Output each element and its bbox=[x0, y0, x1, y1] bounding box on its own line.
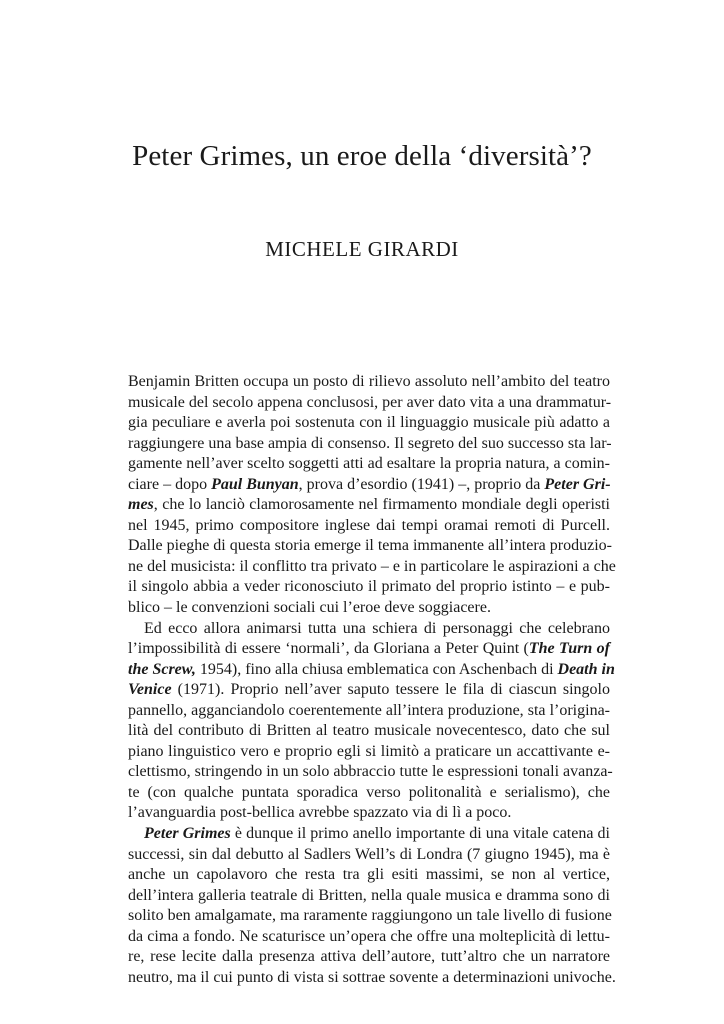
author-name: MICHELE GIRARDI bbox=[265, 237, 459, 261]
text-segment: Benjamin Britten occupa un posto di rilievo assoluto nell’ambito del teatro bbox=[128, 373, 610, 390]
text-line bbox=[128, 557, 616, 578]
text-line bbox=[128, 968, 616, 989]
text-line bbox=[128, 495, 610, 516]
text-segment: successi, sin dal debutto al Sadlers Well’s di Londra (7 giugno 1945), ma è bbox=[128, 845, 610, 863]
text-line bbox=[128, 803, 610, 824]
text-line bbox=[128, 454, 610, 475]
text-segment: ne del musicista: il conflitto tra privato – e in particolare le aspirazioni a che bbox=[128, 557, 616, 575]
text-segment: gia peculiare e averla poi sostenuta con il linguaggio musicale più adatto a bbox=[128, 414, 610, 432]
text-line bbox=[128, 619, 610, 640]
text-segment: il singolo abbia a veder riconosciuto il primato del proprio istinto – e pub- bbox=[128, 578, 610, 596]
text-segment: da cima a fondo. Ne scaturisce un’opera che offre una molteplicità di lettu- bbox=[128, 927, 610, 945]
text-line bbox=[128, 680, 610, 701]
text-line bbox=[128, 660, 615, 681]
text-line bbox=[128, 721, 610, 742]
text-segment: musicale del secolo appena conclusosi, per aver dato vita a una drammatur- bbox=[128, 393, 612, 411]
text-line bbox=[128, 886, 610, 907]
text-segment: pannello, agganciandolo coerentemente all’intera produzione, sta l’origina- bbox=[128, 701, 610, 719]
text-line bbox=[128, 577, 610, 598]
text-line bbox=[128, 783, 610, 804]
text-segment: re, rese lecite dalla presenza attiva dell’autore, tutt’altro che un narratore bbox=[128, 948, 610, 966]
text-line bbox=[128, 865, 610, 886]
text-line bbox=[128, 475, 610, 496]
text-segment: , prova d’esordio (1941) –, proprio da bbox=[298, 475, 545, 493]
text-segment: lità del contributo di Britten al teatro musicale novecentesco, dato che sul bbox=[128, 722, 610, 740]
text-line bbox=[128, 742, 610, 763]
text-segment: dell’intera galleria teatrale di Britten, nella quale musica e dramma sono di bbox=[128, 886, 610, 904]
text-line bbox=[128, 927, 610, 948]
text-line bbox=[128, 824, 610, 845]
text-segment: clettismo, stringendo in un solo abbraccio tutte le espressioni tonali avanza- bbox=[128, 763, 613, 781]
text-segment: te (con qualche puntata sporadica verso politonalità e serialismo), che bbox=[128, 783, 610, 801]
work-title: Venice bbox=[128, 681, 172, 699]
text-line bbox=[128, 947, 610, 968]
text-segment: gamente nell’aver scelto soggetti atti ad esaltare la propria natura, a comin- bbox=[128, 455, 610, 473]
text-segment: anche un capolavoro che resta tra gli esiti massimi, se non al vertice, bbox=[128, 866, 610, 884]
work-title: Peter Grimes bbox=[144, 825, 231, 843]
text-segment: l’impossibilità di essere ‘normali’, da Gloriana a Peter Quint ( bbox=[128, 640, 529, 658]
text-line bbox=[128, 372, 610, 393]
text-segment: solito ben amalgamate, ma raramente raggiungono un tale livello di fusione bbox=[128, 907, 612, 925]
text-segment: l’avanguardia post-bellica avrebbe spazzato via di lì a poco. bbox=[128, 804, 512, 822]
text-segment: Dalle pieghe di questa storia emerge il tema immanente all’intera produzio- bbox=[128, 537, 612, 555]
text-line bbox=[128, 434, 610, 455]
text-line bbox=[128, 701, 610, 722]
text-segment: piano linguistico vero e proprio egli si limitò a praticare un accattivante e- bbox=[128, 742, 610, 760]
text-segment: nel 1945, primo compositore inglese dai tempi oramai remoti di Purcell. bbox=[128, 516, 610, 534]
article-body bbox=[128, 372, 616, 988]
text-segment: Ed ecco allora animarsi tutta una schiera di personaggi che celebrano bbox=[144, 619, 610, 637]
text-line bbox=[128, 516, 610, 537]
text-segment: blico – le convenzioni sociali cui l’eroe deve soggiacere. bbox=[128, 599, 491, 617]
page-title: Peter Grimes, un eroe della ‘diversità’? bbox=[132, 140, 592, 172]
work-title: the Screw, bbox=[128, 660, 196, 678]
text-segment: ciare – dopo bbox=[128, 475, 212, 493]
text-segment: neutro, ma il cui punto di vista si sottrae sovente a determinazioni univoche. bbox=[128, 968, 616, 986]
text-segment: (1971). Proprio nell’aver saputo tessere le fila di ciascun singolo bbox=[171, 681, 610, 699]
work-title: mes bbox=[128, 496, 154, 514]
text-segment: , che lo lanciò clamorosamente nel firmamento mondiale degli operisti bbox=[153, 496, 610, 514]
text-line bbox=[128, 536, 610, 557]
text-line bbox=[128, 906, 610, 927]
text-line bbox=[128, 845, 610, 866]
text-line bbox=[128, 598, 610, 619]
work-title: Paul Bunyan bbox=[211, 475, 299, 493]
text-line bbox=[128, 762, 613, 783]
work-title: Peter Gri- bbox=[544, 475, 611, 493]
text-segment: è dunque il primo anello importante di una vitale catena di bbox=[230, 825, 610, 843]
text-segment: raggiungere una base ampia di consenso. Il segreto del suo successo sta lar- bbox=[128, 434, 612, 452]
text-line bbox=[128, 639, 610, 660]
work-title: The Turn of bbox=[528, 640, 610, 658]
text-segment: 1954), fino alla chiusa emblematica con Aschenbach di bbox=[195, 660, 558, 678]
work-title: Death in bbox=[557, 660, 615, 678]
text-line bbox=[128, 413, 610, 434]
text-line bbox=[128, 393, 610, 414]
